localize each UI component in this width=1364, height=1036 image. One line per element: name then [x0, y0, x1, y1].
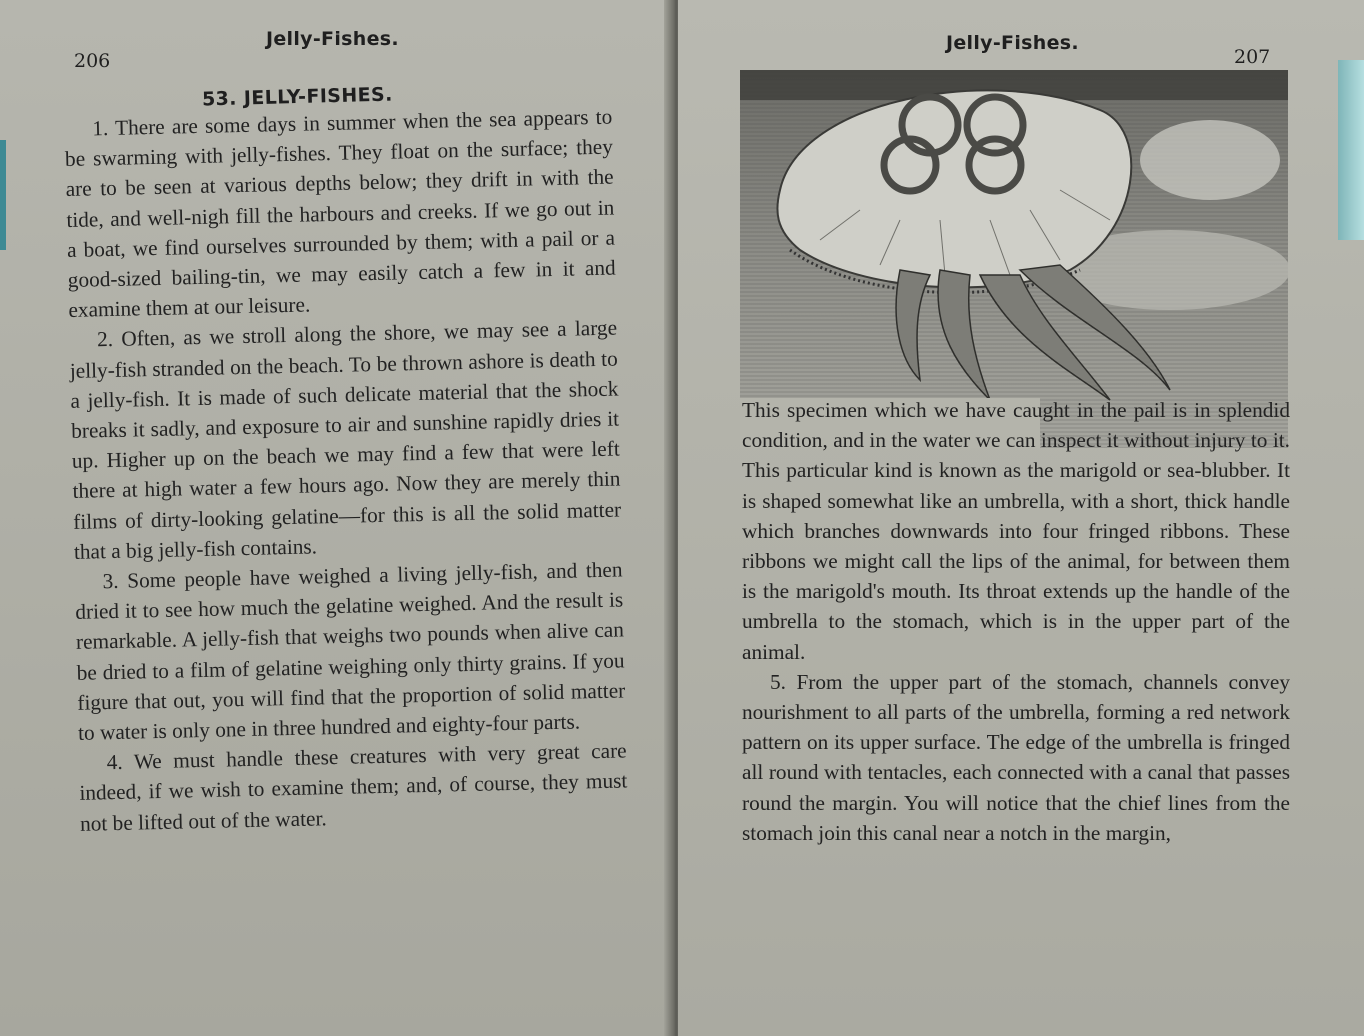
right-page: [678, 0, 1364, 1036]
paragraph-1: 1. There are some days in summer when the sea appears to be swarming with jelly-fishes. They float on the surface; they are to be seen at various depths below; they drift in with the tide, and well-nigh fill the harbours and creeks. If we go out in a boat, we find ourselves surrounded by them; with a pail or a good-sized bailing-tin, we may easily catch a few in it and examine them at our leisure.: [64, 104, 616, 323]
blue-tab-left: [0, 140, 6, 250]
section-title: 53. JELLY-FISHES.: [201, 83, 394, 111]
left-text-column: [64, 102, 628, 839]
running-head-right: Jelly-Fishes.: [946, 32, 1079, 54]
running-head-left: Jelly-Fishes.: [266, 28, 399, 50]
blue-tab-right: [1338, 60, 1364, 240]
jellyfish-illustration: [740, 70, 1288, 448]
paragraph-3: 3. Some people have weighed a living jelly-fish, and then dried it to see how much the gelatine weighed. And the result is remarkable. A jelly-fish that weighs two pounds when alive can be dried to a film of gelatine weighing only thirty grains. If you figure that out, you will find that the proportion of solid matter to water is only one in three hundred and eighty-four parts.: [75, 557, 626, 745]
paragraph-2: 2. Often, as we stroll along the shore, we may see a large jelly-fish stranded on the beach. To be thrown ashore is death to a jelly-fish. It is made of such delicate material that the shock breaks it sadly, and exposure to air and sunshine rapidly dries it up. Higher up on the beach we may find a few that were left there at high water a few hours ago. Now they are merely thin films of dirty-looking gelatine—for this is all the solid matter that a big jelly-fish contains.: [69, 315, 622, 564]
paragraph-continued: This specimen which we have caught in the pail is in splendid condition, and in the water we can inspect it without injury to it. This particular kind is known as the marigold or sea-blubber. It is shaped somewhat like an umbrella, with a short, thick handle which branches downwards into four fringed ribbons. These ribbons we might call the lips of the animal, for between them is the marigold's mouth. Its throat extends up the handle of the umbrella to the stomach, which is in the upper part of the animal.: [742, 398, 1290, 664]
paragraph-5: 5. From the upper part of the stomach, channels convey nourishment to all parts of the umbrella, forming a red network pattern on its upper surface. The edge of the umbrella is fringed all round with tentacles, each connected with a canal that passes round the margin. You will notice that the chief lines from the stomach join this canal near a notch in the margin,: [742, 669, 1290, 845]
left-page: [0, 0, 672, 1036]
page-number-left: 206: [74, 50, 111, 72]
right-text-column: [742, 395, 1290, 848]
paragraph-4: 4. We must handle these creatures with very great care indeed, if we wish to examine them; and, of course, they must not be lifted out of the water.: [79, 738, 628, 836]
page-number-right: 207: [1234, 46, 1271, 68]
